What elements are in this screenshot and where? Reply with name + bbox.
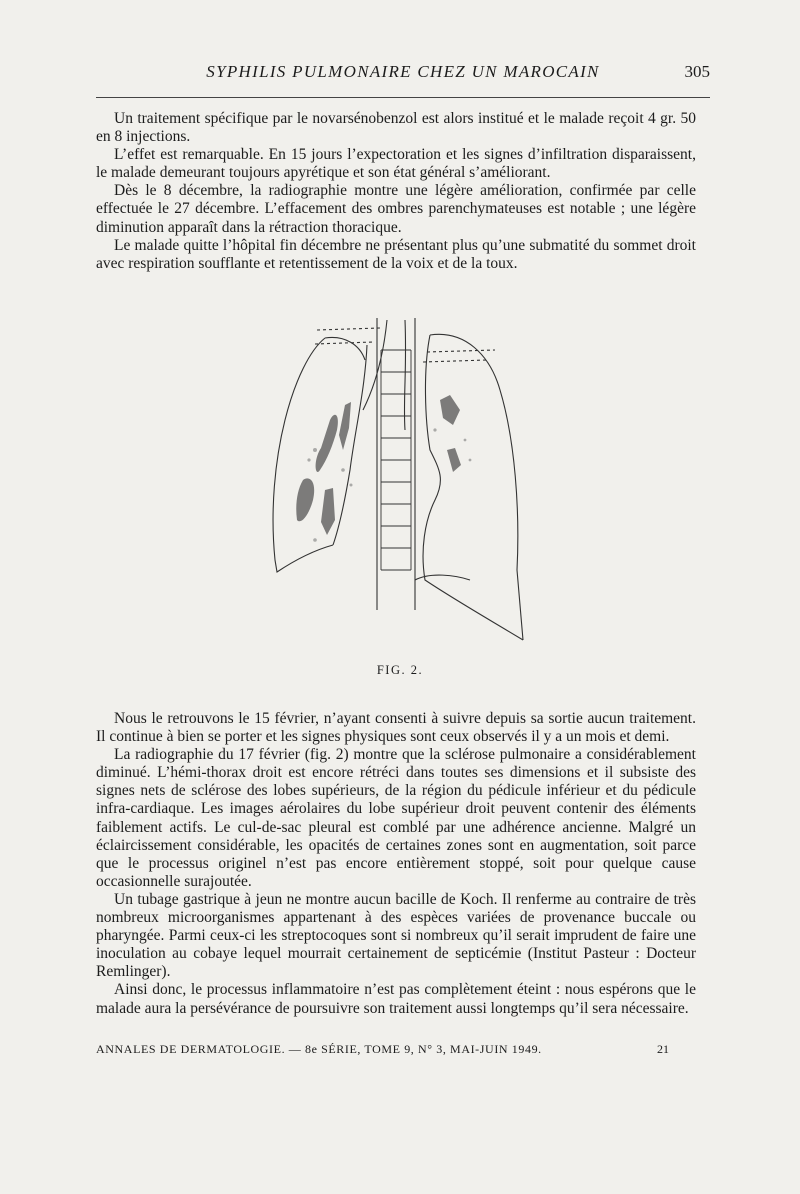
paragraph: La radiographie du 17 février (fig. 2) montre que la sclérose pulmonaire a considérablement diminué. L’hémi-thorax droit est encore rétréci dans toutes ses dimensions et il subsiste des signes nets de sclérose des lobes supérieurs, de la région du pédicule inférieur et du pédicule infra-cardiaque. Les images aérolaires du lobe supérieur droit peuvent contenir des éléments faiblement actifs. Le cul-de-sac pleural est comblé par une adhérence ancienne. Malgré un éclaircissement considérable, les opacités de certaines zones sont en augmentation, soit parce que le processus originel n’est pas encore entièrement stoppé, soit pour quelque cause occasionnelle surajoutée. — [96, 746, 696, 890]
paragraph: Un traitement spécifique par le novarsénobenzol est alors institué et le malade reçoit 4 gr. 50 en 8 injections. — [96, 110, 696, 146]
paragraph: Le malade quitte l’hôpital fin décembre ne présentant plus qu’une submatité du sommet droit avec respiration soufflante et retentissement de la voix et de la toux. — [96, 236, 696, 272]
chest-radiograph-drawing — [255, 310, 545, 670]
page-header — [96, 62, 710, 88]
body-text-top — [96, 110, 696, 273]
paragraph: L’effet est remarquable. En 15 jours l’expectoration et les signes d’infiltration disparaissent, le malade demeurant toujours apyrétique et son état général s’améliorant. — [96, 146, 696, 182]
signature-mark: 21 — [657, 1042, 669, 1056]
journal-footer: ANNALES DE DERMATOLOGIE. — 8e SÉRIE, TOME 9, N° 3, MAI-JUIN 1949. — [96, 1042, 542, 1056]
paragraph: Ainsi donc, le processus inflammatoire n’est pas complètement éteint : nous espérons que le malade aura la persévérance de poursuivre son traitement aussi longtemps qu’il sera nécessaire. — [96, 981, 696, 1017]
lung-sketch-icon — [255, 310, 545, 670]
paragraph: Un tubage gastrique à jeun ne montre aucun bacille de Koch. Il renferme au contraire de très nombreux microorganismes appartenant à des espèces variées de provenance buccale ou pharyngée. Parmi ceux-ci les streptocoques sont si nombreux qu’il serait imprudent de faire une inoculation au cobaye lequel mourrait certainement de septicémie (Institut Pasteur : Docteur Remlinger). — [96, 890, 696, 981]
figure-caption: FIG. 2. — [376, 663, 424, 677]
header-rule — [96, 97, 710, 98]
paragraph: Dès le 8 décembre, la radiographie montre une légère amélioration, confirmée par celle effectuée le 27 décembre. L’effacement des ombres parenchymateuses est notable ; une légère diminution apparaît dans la rétraction thoracique. — [96, 182, 696, 236]
paragraph: Nous le retrouvons le 15 février, n’ayant consenti à suivre depuis sa sortie aucun traitement. Il continue à bien se porter et les signes physiques sont ceux observés il y a un mois et demi. — [96, 710, 696, 746]
running-title: SYPHILIS PULMONAIRE CHEZ UN MAROCAIN — [206, 62, 600, 81]
body-text-bottom — [96, 710, 696, 1018]
page-number: 305 — [684, 62, 710, 81]
